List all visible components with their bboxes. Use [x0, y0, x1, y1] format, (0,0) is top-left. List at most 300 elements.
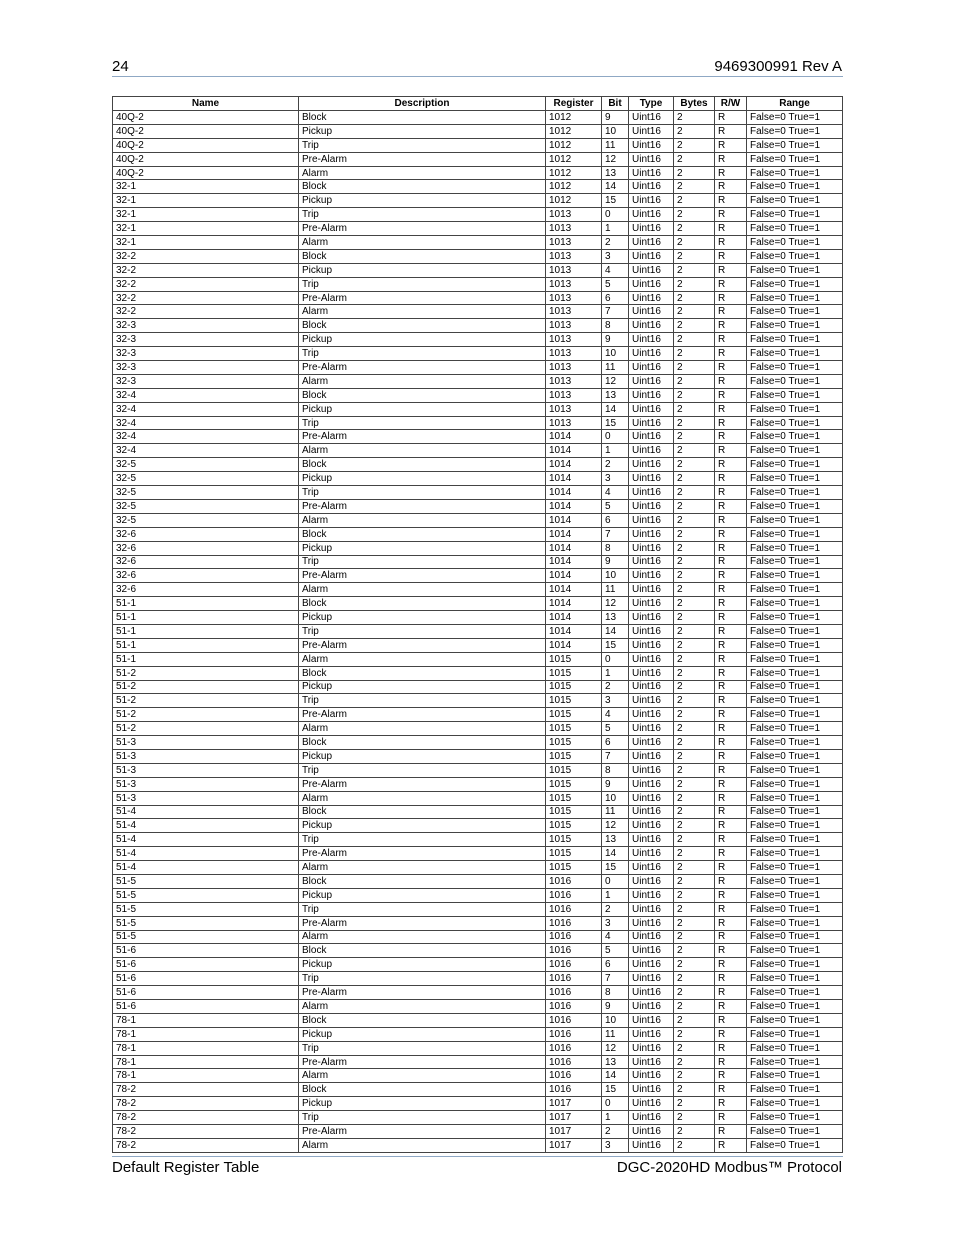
table-cell: Pre-Alarm [299, 361, 546, 375]
table-cell: False=0 True=1 [747, 833, 843, 847]
table-cell: Pickup [299, 472, 546, 486]
table-cell: R [715, 1097, 747, 1111]
table-cell: False=0 True=1 [747, 1138, 843, 1152]
table-cell: 1016 [546, 874, 602, 888]
table-cell: False=0 True=1 [747, 458, 843, 472]
table-cell: 1015 [546, 777, 602, 791]
table-cell: False=0 True=1 [747, 819, 843, 833]
table-cell: 1013 [546, 277, 602, 291]
table-cell: Block [299, 1013, 546, 1027]
table-cell: False=0 True=1 [747, 277, 843, 291]
column-header: Bytes [674, 97, 715, 111]
table-cell: Uint16 [629, 708, 674, 722]
table-row [113, 874, 843, 888]
table-cell: 51-3 [113, 749, 299, 763]
table-cell: 5 [602, 277, 629, 291]
table-cell: 15 [602, 1083, 629, 1097]
table-cell: 1013 [546, 236, 602, 250]
table-cell: 2 [674, 152, 715, 166]
table-cell: 1014 [546, 499, 602, 513]
table-cell: False=0 True=1 [747, 152, 843, 166]
table-cell: 0 [602, 430, 629, 444]
table-cell: 1016 [546, 1041, 602, 1055]
table-cell: Pre-Alarm [299, 569, 546, 583]
table-cell: 2 [674, 333, 715, 347]
table-cell: Alarm [299, 166, 546, 180]
table-cell: Uint16 [629, 819, 674, 833]
table-cell: 32-3 [113, 374, 299, 388]
table-cell: False=0 True=1 [747, 499, 843, 513]
table-cell: Pickup [299, 402, 546, 416]
table-cell: Trip [299, 833, 546, 847]
table-cell: 51-5 [113, 916, 299, 930]
table-cell: Trip [299, 347, 546, 361]
table-cell: Pickup [299, 333, 546, 347]
table-cell: False=0 True=1 [747, 930, 843, 944]
table-cell: R [715, 986, 747, 1000]
table-cell: 78-1 [113, 1013, 299, 1027]
table-cell: False=0 True=1 [747, 291, 843, 305]
table-cell: R [715, 569, 747, 583]
table-row [113, 1097, 843, 1111]
table-cell: R [715, 736, 747, 750]
table-cell: 1012 [546, 111, 602, 125]
table-cell: False=0 True=1 [747, 652, 843, 666]
table-cell: Uint16 [629, 499, 674, 513]
table-cell: 32-2 [113, 263, 299, 277]
table-cell: 1 [602, 222, 629, 236]
table-row [113, 236, 843, 250]
column-header: Description [299, 97, 546, 111]
table-cell: 32-1 [113, 236, 299, 250]
table-cell: False=0 True=1 [747, 972, 843, 986]
table-cell: False=0 True=1 [747, 888, 843, 902]
table-cell: Uint16 [629, 124, 674, 138]
table-cell: 3 [602, 916, 629, 930]
table-cell: 2 [674, 499, 715, 513]
table-cell: 32-1 [113, 222, 299, 236]
table-cell: 2 [674, 472, 715, 486]
table-cell: Uint16 [629, 666, 674, 680]
table-cell: 6 [602, 513, 629, 527]
table-cell: Uint16 [629, 902, 674, 916]
table-cell: 2 [674, 624, 715, 638]
table-cell: False=0 True=1 [747, 569, 843, 583]
table-cell: 1015 [546, 805, 602, 819]
table-cell: R [715, 347, 747, 361]
table-cell: False=0 True=1 [747, 1097, 843, 1111]
table-row [113, 916, 843, 930]
table-cell: 2 [674, 305, 715, 319]
table-cell: 2 [674, 1138, 715, 1152]
table-cell: R [715, 388, 747, 402]
table-cell: 1014 [546, 611, 602, 625]
table-cell: 32-1 [113, 180, 299, 194]
table-cell: 6 [602, 958, 629, 972]
table-cell: Uint16 [629, 958, 674, 972]
table-cell: 1016 [546, 1055, 602, 1069]
table-cell: False=0 True=1 [747, 319, 843, 333]
table-cell: Uint16 [629, 638, 674, 652]
table-cell: False=0 True=1 [747, 916, 843, 930]
table-row [113, 861, 843, 875]
table-cell: 1013 [546, 416, 602, 430]
table-cell: 51-5 [113, 888, 299, 902]
table-cell: Trip [299, 1111, 546, 1125]
table-cell: R [715, 847, 747, 861]
table-row [113, 569, 843, 583]
table-row [113, 1055, 843, 1069]
table-cell: 1012 [546, 124, 602, 138]
table-cell: 78-1 [113, 1027, 299, 1041]
table-cell: 51-1 [113, 597, 299, 611]
table-cell: 2 [674, 138, 715, 152]
table-cell: False=0 True=1 [747, 624, 843, 638]
table-cell: Trip [299, 138, 546, 152]
table-cell: 1015 [546, 749, 602, 763]
table-cell: 2 [674, 749, 715, 763]
table-row [113, 305, 843, 319]
table-cell: 1013 [546, 208, 602, 222]
table-cell: 2 [674, 458, 715, 472]
table-row [113, 1000, 843, 1014]
table-cell: Uint16 [629, 1069, 674, 1083]
column-header: Range [747, 97, 843, 111]
table-cell: False=0 True=1 [747, 166, 843, 180]
table-cell: 2 [674, 1013, 715, 1027]
table-cell: Pickup [299, 541, 546, 555]
page-number: 24 [112, 58, 129, 75]
table-cell: R [715, 222, 747, 236]
table-cell: R [715, 1041, 747, 1055]
table-cell: 11 [602, 361, 629, 375]
table-cell: False=0 True=1 [747, 597, 843, 611]
table-row [113, 444, 843, 458]
table-cell: 2 [674, 777, 715, 791]
table-row [113, 388, 843, 402]
table-cell: 1016 [546, 944, 602, 958]
table-cell: 2 [674, 374, 715, 388]
table-cell: 1016 [546, 916, 602, 930]
table-cell: 78-1 [113, 1041, 299, 1055]
table-cell: Uint16 [629, 347, 674, 361]
table-cell: Alarm [299, 1138, 546, 1152]
table-cell: Uint16 [629, 152, 674, 166]
table-row [113, 666, 843, 680]
table-row [113, 986, 843, 1000]
table-cell: Pre-Alarm [299, 708, 546, 722]
table-cell: False=0 True=1 [747, 736, 843, 750]
table-cell: 32-6 [113, 583, 299, 597]
table-cell: R [715, 236, 747, 250]
table-cell: 1014 [546, 527, 602, 541]
table-cell: False=0 True=1 [747, 194, 843, 208]
table-cell: 51-6 [113, 972, 299, 986]
footer-section-title: Default Register Table [112, 1159, 260, 1176]
table-cell: Uint16 [629, 930, 674, 944]
table-row [113, 638, 843, 652]
table-cell: R [715, 680, 747, 694]
table-row [113, 777, 843, 791]
table-cell: 51-6 [113, 944, 299, 958]
table-cell: R [715, 249, 747, 263]
table-cell: R [715, 958, 747, 972]
table-cell: Pre-Alarm [299, 499, 546, 513]
table-cell: 51-6 [113, 1000, 299, 1014]
table-cell: Pickup [299, 749, 546, 763]
table-cell: False=0 True=1 [747, 1083, 843, 1097]
table-cell: 11 [602, 138, 629, 152]
table-cell: Uint16 [629, 791, 674, 805]
table-cell: False=0 True=1 [747, 416, 843, 430]
table-cell: R [715, 319, 747, 333]
table-cell: 2 [674, 402, 715, 416]
table-cell: 51-3 [113, 777, 299, 791]
table-cell: 15 [602, 638, 629, 652]
table-cell: 10 [602, 124, 629, 138]
table-cell: 2 [674, 180, 715, 194]
table-cell: 32-3 [113, 347, 299, 361]
table-cell: 1016 [546, 1013, 602, 1027]
table-cell: 1016 [546, 958, 602, 972]
table-cell: 51-1 [113, 638, 299, 652]
table-cell: 8 [602, 541, 629, 555]
table-cell: 51-2 [113, 708, 299, 722]
table-cell: R [715, 611, 747, 625]
table-cell: 40Q-2 [113, 111, 299, 125]
table-cell: 1014 [546, 541, 602, 555]
table-row [113, 194, 843, 208]
table-cell: 9 [602, 333, 629, 347]
table-cell: R [715, 861, 747, 875]
table-cell: Pre-Alarm [299, 430, 546, 444]
table-cell: R [715, 1013, 747, 1027]
table-cell: Alarm [299, 513, 546, 527]
table-cell: 2 [674, 1055, 715, 1069]
table-row [113, 249, 843, 263]
table-row [113, 694, 843, 708]
table-cell: 15 [602, 861, 629, 875]
table-cell: Block [299, 180, 546, 194]
table-cell: Pickup [299, 958, 546, 972]
table-cell: 51-4 [113, 819, 299, 833]
table-cell: 1014 [546, 583, 602, 597]
table-cell: Trip [299, 277, 546, 291]
table-cell: 2 [674, 611, 715, 625]
table-cell: 2 [674, 208, 715, 222]
table-cell: False=0 True=1 [747, 472, 843, 486]
table-cell: Alarm [299, 1000, 546, 1014]
table-row [113, 763, 843, 777]
document-number: 9469300991 Rev A [714, 58, 842, 75]
table-cell: R [715, 305, 747, 319]
table-row [113, 972, 843, 986]
table-cell: 1014 [546, 486, 602, 500]
table-cell: False=0 True=1 [747, 874, 843, 888]
table-cell: 1014 [546, 569, 602, 583]
table-cell: 10 [602, 791, 629, 805]
table-row [113, 1069, 843, 1083]
table-cell: Alarm [299, 1069, 546, 1083]
table-cell: Uint16 [629, 1138, 674, 1152]
table-cell: R [715, 638, 747, 652]
table-row [113, 402, 843, 416]
table-cell: R [715, 708, 747, 722]
table-cell: 2 [674, 444, 715, 458]
table-cell: Uint16 [629, 402, 674, 416]
table-cell: 4 [602, 263, 629, 277]
table-cell: Uint16 [629, 722, 674, 736]
table-cell: R [715, 458, 747, 472]
table-cell: False=0 True=1 [747, 138, 843, 152]
table-cell: Uint16 [629, 972, 674, 986]
table-cell: Uint16 [629, 749, 674, 763]
table-cell: R [715, 541, 747, 555]
table-cell: Uint16 [629, 874, 674, 888]
table-cell: Alarm [299, 583, 546, 597]
table-cell: 2 [674, 819, 715, 833]
table-cell: 1017 [546, 1097, 602, 1111]
table-cell: False=0 True=1 [747, 222, 843, 236]
table-cell: 51-2 [113, 694, 299, 708]
table-cell: Uint16 [629, 222, 674, 236]
table-cell: 15 [602, 416, 629, 430]
table-cell: 32-5 [113, 472, 299, 486]
table-cell: 14 [602, 1069, 629, 1083]
table-cell: R [715, 374, 747, 388]
table-cell: 2 [674, 666, 715, 680]
table-row [113, 458, 843, 472]
table-cell: Pre-Alarm [299, 986, 546, 1000]
table-cell: Uint16 [629, 624, 674, 638]
table-cell: R [715, 791, 747, 805]
table-cell: Block [299, 458, 546, 472]
table-cell: Uint16 [629, 319, 674, 333]
table-cell: 51-1 [113, 652, 299, 666]
table-cell: 32-5 [113, 513, 299, 527]
table-row [113, 944, 843, 958]
table-cell: 32-4 [113, 388, 299, 402]
table-cell: Uint16 [629, 430, 674, 444]
table-cell: 2 [674, 944, 715, 958]
table-cell: 2 [674, 1097, 715, 1111]
table-cell: Uint16 [629, 263, 674, 277]
table-row [113, 708, 843, 722]
table-cell: 2 [674, 763, 715, 777]
table-cell: 1015 [546, 819, 602, 833]
table-cell: 1014 [546, 638, 602, 652]
table-cell: R [715, 930, 747, 944]
table-cell: Uint16 [629, 986, 674, 1000]
table-cell: Uint16 [629, 541, 674, 555]
table-cell: Uint16 [629, 1097, 674, 1111]
table-row [113, 833, 843, 847]
table-cell: 78-2 [113, 1125, 299, 1139]
table-cell: False=0 True=1 [747, 944, 843, 958]
table-cell: 1013 [546, 249, 602, 263]
table-cell: False=0 True=1 [747, 1013, 843, 1027]
table-cell: 2 [674, 430, 715, 444]
table-cell: R [715, 888, 747, 902]
table-cell: R [715, 111, 747, 125]
table-cell: False=0 True=1 [747, 680, 843, 694]
table-cell: False=0 True=1 [747, 402, 843, 416]
table-cell: 32-6 [113, 555, 299, 569]
table-cell: R [715, 805, 747, 819]
table-cell: 2 [674, 791, 715, 805]
table-cell: False=0 True=1 [747, 541, 843, 555]
table-row [113, 277, 843, 291]
table-row [113, 749, 843, 763]
table-cell: Pickup [299, 1097, 546, 1111]
table-cell: 1016 [546, 902, 602, 916]
table-cell: 1014 [546, 458, 602, 472]
table-cell: 51-6 [113, 986, 299, 1000]
table-cell: Alarm [299, 305, 546, 319]
table-cell: R [715, 1069, 747, 1083]
table-cell: 1013 [546, 374, 602, 388]
table-cell: False=0 True=1 [747, 638, 843, 652]
table-cell: R [715, 1027, 747, 1041]
table-cell: 1012 [546, 166, 602, 180]
table-cell: R [715, 555, 747, 569]
table-cell: False=0 True=1 [747, 777, 843, 791]
table-cell: Uint16 [629, 527, 674, 541]
table-cell: Uint16 [629, 444, 674, 458]
table-cell: R [715, 291, 747, 305]
table-cell: 51-4 [113, 847, 299, 861]
table-cell: Trip [299, 1041, 546, 1055]
table-cell: Pickup [299, 263, 546, 277]
table-cell: 51-2 [113, 666, 299, 680]
table-cell: Uint16 [629, 333, 674, 347]
table-cell: False=0 True=1 [747, 847, 843, 861]
table-cell: 2 [674, 861, 715, 875]
table-cell: R [715, 722, 747, 736]
table-cell: 32-5 [113, 499, 299, 513]
table-cell: Trip [299, 694, 546, 708]
table-cell: R [715, 499, 747, 513]
table-cell: 7 [602, 527, 629, 541]
table-row [113, 486, 843, 500]
table-cell: False=0 True=1 [747, 958, 843, 972]
table-cell: 14 [602, 624, 629, 638]
table-cell: False=0 True=1 [747, 361, 843, 375]
table-row [113, 805, 843, 819]
table-row [113, 611, 843, 625]
table-cell: 51-4 [113, 833, 299, 847]
table-cell: Uint16 [629, 597, 674, 611]
table-cell: 8 [602, 986, 629, 1000]
table-cell: 11 [602, 1027, 629, 1041]
table-cell: False=0 True=1 [747, 749, 843, 763]
table-cell: Uint16 [629, 1125, 674, 1139]
table-cell: Block [299, 874, 546, 888]
table-row [113, 819, 843, 833]
table-cell: Pickup [299, 819, 546, 833]
table-row [113, 527, 843, 541]
table-cell: 2 [674, 319, 715, 333]
table-cell: 1013 [546, 263, 602, 277]
table-cell: 3 [602, 1138, 629, 1152]
table-cell: 2 [674, 263, 715, 277]
table-cell: Pickup [299, 1027, 546, 1041]
table-cell: 2 [674, 1083, 715, 1097]
table-cell: Uint16 [629, 291, 674, 305]
table-cell: R [715, 666, 747, 680]
table-cell: Trip [299, 624, 546, 638]
table-cell: 2 [674, 569, 715, 583]
